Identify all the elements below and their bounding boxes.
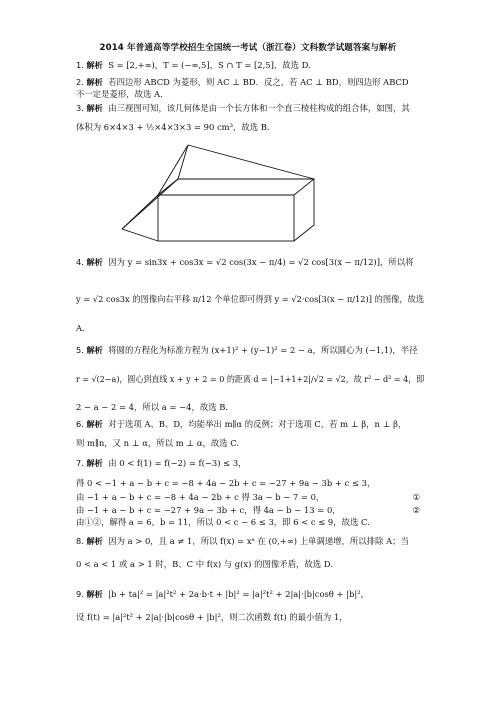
answer-7-cont: 由 −1 + a − b + c = −27 + 9a − 3b + c，得 4a − b − 13 = 0， xyxy=(76,505,341,515)
analysis-tag: 解析 xyxy=(86,257,103,267)
answer-text: |b + ta|² = |a|²t² + 2a·b·t + |b|² = |a|²t² + 2|a|·|b|cosθ + |b|²， xyxy=(108,589,369,599)
answer-4-cont: y = √2 cos3x 的图像向右平移 π/12 个单位即可得到 y = √2·cos[3(x − π/12)] 的图像，故选 xyxy=(76,294,425,304)
prism-top-edge xyxy=(188,145,314,179)
answer-text: 因为 a > 0，且 a ≠ 1，所以 f(x) = xᵃ 在 (0,+∞) 上单调递增，所以排除 A；当 xyxy=(108,536,409,546)
prism-edge xyxy=(122,179,178,229)
answer-2 xyxy=(76,77,424,88)
answer-9-cont: 设 f(t) = |a|²t² + 2|a|·|b|cosθ + |b|²，则二次函数 f(t) 的最小值为 1， xyxy=(76,612,348,622)
answer-4-cont: A. xyxy=(76,323,85,333)
equation-marker-1: ① xyxy=(412,492,420,502)
answer-7-cont: 得 0 < −1 + a − b + c = −8 + 4a − 2b + c = −27 + 9a − 3b + c ≤ 3， xyxy=(76,478,376,488)
question-number: 3. xyxy=(76,103,84,113)
cuboid-top-face xyxy=(158,179,314,195)
answer-text: 将圆的方程化为标准方程为 (x+1)² + (y−1)² = 2 − a，所以圆心为 (−1,1)，半径 xyxy=(108,345,418,355)
cuboid-front-face xyxy=(158,195,294,241)
analysis-tag: 解析 xyxy=(86,458,103,468)
answer-9 xyxy=(76,589,424,600)
answer-text: 由 0 < f(1) = f(−2) = f(−3) ≤ 3， xyxy=(108,458,247,468)
answer-5-cont: 2 − a − 2 = 4，所以 a = −4，故选 B. xyxy=(76,402,229,412)
question-number: 9. xyxy=(76,589,84,599)
answer-4 xyxy=(76,257,424,268)
prism-edge xyxy=(178,145,188,179)
answer-6-cont: 则 m∥n，又 n ⊥ α，所以 m ⊥ α，故选 C. xyxy=(76,438,240,448)
answer-3-cont: 体积为 6×4×3 + ½×4×3×3 = 90 cm³，故选 B. xyxy=(76,122,270,132)
answer-5 xyxy=(76,345,424,356)
question-number: 2. xyxy=(76,77,84,87)
question-number: 4. xyxy=(76,257,84,267)
geometry-figure xyxy=(116,143,316,253)
answer-text: 因为 y = sin3x + cos3x = √2 cos(3x − π/4) = √2 cos[3(x − π/12)]，所以将 xyxy=(108,257,414,267)
question-number: 6. xyxy=(76,419,84,429)
question-number: 5. xyxy=(76,345,84,355)
cuboid-right-face xyxy=(294,179,314,241)
answer-7-cont: 由 −1 + a − b + c = −8 + 4a − 2b + c 得 3a − b − 7 = 0， xyxy=(76,492,325,502)
question-number: 1. xyxy=(76,60,84,70)
question-number: 8. xyxy=(76,536,84,546)
prism-edge xyxy=(158,145,188,195)
answer-8 xyxy=(76,536,424,547)
answer-8-cont: 0 < a < 1 或 a > 1 时，B、C 中 f(x) 与 g(x) 的图像矛盾，故选 D. xyxy=(76,559,333,569)
prism-edge xyxy=(122,229,158,241)
answer-6 xyxy=(76,419,424,430)
analysis-tag: 解析 xyxy=(86,103,103,113)
answer-7 xyxy=(76,458,424,469)
analysis-tag: 解析 xyxy=(86,419,103,429)
analysis-tag: 解析 xyxy=(86,589,103,599)
answer-text: S = [2,+∞)，T = (−∞,5]，S ∩ T = [2,5]，故选 D. xyxy=(108,60,311,70)
answer-2-cont: 不一定是菱形，故选 A. xyxy=(76,89,163,99)
analysis-tag: 解析 xyxy=(86,77,103,87)
answer-text: 对于选项 A、B、D，均能举出 m∥α 的反例；对于选项 C，若 m ⊥ β，n ⊥ β， xyxy=(108,419,407,429)
answer-text: 由三视图可知，该几何体是由一个长方体和一个直三棱柱构成的组合体，如图，其 xyxy=(108,103,410,113)
answer-7-cont: 由①②，解得 a = 6，b = 11，所以 0 < c − 6 ≤ 3，即 6 < c ≤ 9，故选 C. xyxy=(76,517,370,527)
analysis-tag: 解析 xyxy=(86,536,103,546)
equation-marker-2: ② xyxy=(412,505,420,515)
answer-text: 若四边形 ABCD 为菱形，则 AC ⊥ BD．反之，若 AC ⊥ BD，则四边形 ABCD xyxy=(108,77,409,87)
answer-5-cont: r = √(2−a)，圆心到直线 x + y + 2 = 0 的距离 d = |−1+1+2|/√2 = √2，故 r² − d² = 4，即 xyxy=(76,374,425,384)
answer-3 xyxy=(76,103,424,114)
answer-1 xyxy=(76,60,424,71)
page-title: 2014 年普通高等学校招生全国统一考试（浙江卷）文科数学试题答案与解析 xyxy=(99,43,397,53)
analysis-tag: 解析 xyxy=(86,345,103,355)
analysis-tag: 解析 xyxy=(86,60,103,70)
question-number: 7. xyxy=(76,458,84,468)
